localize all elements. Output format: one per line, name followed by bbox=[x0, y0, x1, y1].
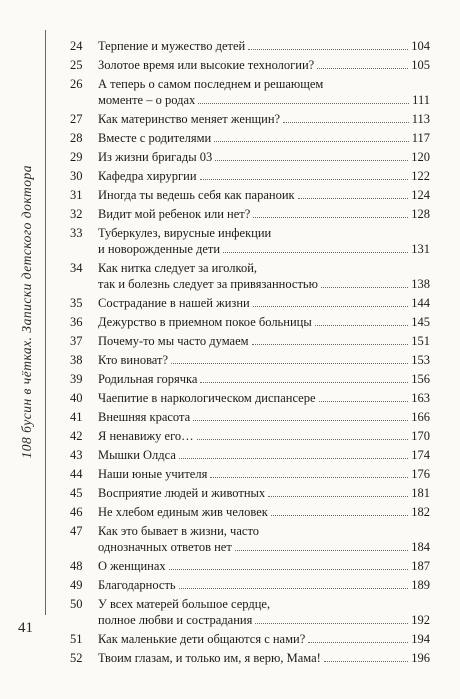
dot-leader bbox=[200, 381, 408, 383]
chapter-title-line bbox=[98, 447, 430, 463]
chapter-title-block bbox=[98, 390, 430, 406]
dot-leader bbox=[193, 419, 408, 421]
chapter-title-line bbox=[98, 130, 430, 146]
toc-entry bbox=[70, 485, 430, 501]
chapter-title-block bbox=[98, 76, 430, 108]
chapter-page-number: 170 bbox=[411, 429, 430, 443]
chapter-title: Как маленькие дети общаются с нами? bbox=[98, 632, 306, 646]
chapter-page-number: 194 bbox=[411, 632, 430, 646]
chapter-title-line bbox=[98, 409, 430, 425]
chapter-page-number: 153 bbox=[411, 353, 430, 367]
chapter-title-line bbox=[98, 260, 430, 276]
chapter-title: Видит мой ребенок или нет? bbox=[98, 207, 251, 221]
chapter-page-number: 196 bbox=[411, 651, 430, 665]
page-number: 41 bbox=[18, 620, 33, 636]
chapter-page-number: 128 bbox=[411, 207, 430, 221]
chapter-title-line bbox=[98, 206, 430, 222]
chapter-page-number: 176 bbox=[411, 467, 430, 481]
chapter-number: 42 bbox=[70, 429, 83, 443]
chapter-title: и новорожденные дети bbox=[98, 242, 221, 256]
toc-entry bbox=[70, 260, 430, 292]
chapter-title-block bbox=[98, 187, 430, 203]
dot-leader bbox=[271, 514, 408, 516]
dot-leader bbox=[321, 286, 408, 288]
chapter-title: моменте – о родах bbox=[98, 93, 196, 107]
chapter-number: 26 bbox=[70, 77, 83, 91]
chapter-title-line bbox=[98, 631, 430, 647]
chapter-title: Кто виноват? bbox=[98, 353, 169, 367]
chapter-title-line bbox=[98, 596, 430, 612]
chapter-title: Как материнство меняет женщин? bbox=[98, 112, 281, 126]
toc-entry bbox=[70, 333, 430, 349]
chapter-title: Дежурство в приемном покое больницы bbox=[98, 315, 312, 329]
chapter-title-block bbox=[98, 577, 430, 593]
chapter-title-line bbox=[98, 650, 430, 666]
chapter-title-line bbox=[98, 523, 430, 539]
chapter-title-line bbox=[98, 352, 430, 368]
chapter-page-number: 117 bbox=[411, 131, 430, 145]
chapter-title: Терпение и мужество детей bbox=[98, 39, 246, 53]
chapter-page-number: 187 bbox=[411, 559, 430, 573]
chapter-title: Вместе с родителями bbox=[98, 131, 212, 145]
chapter-title: Восприятие людей и животных bbox=[98, 486, 266, 500]
chapter-number: 38 bbox=[70, 353, 83, 367]
chapter-number: 40 bbox=[70, 391, 83, 405]
dot-leader bbox=[171, 362, 408, 364]
toc-entry bbox=[70, 523, 430, 555]
chapter-number: 44 bbox=[70, 467, 83, 481]
chapter-number: 46 bbox=[70, 505, 83, 519]
chapter-number: 30 bbox=[70, 169, 83, 183]
chapter-page-number: 124 bbox=[411, 188, 430, 202]
chapter-title-block bbox=[98, 295, 430, 311]
chapter-title-block bbox=[98, 596, 430, 628]
dot-leader bbox=[315, 324, 409, 326]
chapter-title: Из жизни бригады 03 bbox=[98, 150, 213, 164]
chapter-number: 24 bbox=[70, 39, 83, 53]
chapter-number: 25 bbox=[70, 58, 83, 72]
dot-leader bbox=[248, 48, 408, 50]
toc-entry bbox=[70, 225, 430, 257]
chapter-page-number: 163 bbox=[411, 391, 430, 405]
chapter-title-line bbox=[98, 558, 430, 574]
chapter-title-line bbox=[98, 390, 430, 406]
chapter-number: 32 bbox=[70, 207, 83, 221]
chapter-title-block bbox=[98, 57, 430, 73]
chapter-number: 36 bbox=[70, 315, 83, 329]
chapter-number: 45 bbox=[70, 486, 83, 500]
dot-leader bbox=[214, 140, 408, 142]
chapter-title: Мышки Олдса bbox=[98, 448, 176, 462]
chapter-title-block bbox=[98, 504, 430, 520]
chapter-title: Я ненавижу его… bbox=[98, 429, 194, 443]
chapter-title-line bbox=[98, 111, 430, 127]
dot-leader bbox=[179, 587, 409, 589]
chapter-number: 33 bbox=[70, 226, 83, 240]
chapter-number: 51 bbox=[70, 632, 83, 646]
chapter-title: Сострадание в нашей жизни bbox=[98, 296, 250, 310]
chapter-number: 41 bbox=[70, 410, 83, 424]
chapter-number: 39 bbox=[70, 372, 83, 386]
toc-entry bbox=[70, 650, 430, 666]
running-title-text: 108 бусин в чётках. Записки детского доктора bbox=[19, 165, 34, 459]
chapter-title: Чаепитие в наркологическом диспансере bbox=[98, 391, 316, 405]
chapter-title-block bbox=[98, 650, 430, 666]
chapter-title: Внешняя красота bbox=[98, 410, 191, 424]
chapter-page-number: 174 bbox=[411, 448, 430, 462]
chapter-title: Туберкулез, вирусные инфекции bbox=[98, 226, 272, 240]
chapter-title-block bbox=[98, 371, 430, 387]
dot-leader bbox=[169, 568, 409, 570]
toc-entry bbox=[70, 130, 430, 146]
dot-leader bbox=[215, 159, 408, 161]
chapter-title-block bbox=[98, 314, 430, 330]
chapter-number: 50 bbox=[70, 597, 83, 611]
chapter-page-number: 192 bbox=[411, 613, 430, 627]
chapter-title-block bbox=[98, 260, 430, 292]
toc-entry bbox=[70, 295, 430, 311]
chapter-title: Как нитка следует за иголкой, bbox=[98, 261, 258, 275]
chapter-title: Как это бывает в жизни, часто bbox=[98, 524, 259, 538]
chapter-title-line bbox=[98, 577, 430, 593]
chapter-title-block bbox=[98, 558, 430, 574]
dot-leader bbox=[319, 400, 409, 402]
chapter-title: У всех матерей большое сердце, bbox=[98, 597, 271, 611]
chapter-title-block bbox=[98, 168, 430, 184]
chapter-title-block bbox=[98, 447, 430, 463]
chapter-title-line bbox=[98, 485, 430, 501]
dot-leader bbox=[179, 457, 408, 459]
chapter-number: 47 bbox=[70, 524, 83, 538]
dot-leader bbox=[268, 495, 408, 497]
dot-leader bbox=[255, 622, 408, 624]
chapter-title-line bbox=[98, 276, 430, 292]
dot-leader bbox=[283, 121, 409, 123]
table-of-contents bbox=[70, 38, 430, 669]
dot-leader bbox=[200, 178, 409, 180]
toc-entry bbox=[70, 352, 430, 368]
dot-leader bbox=[253, 216, 408, 218]
dot-leader bbox=[317, 67, 408, 69]
toc-entry bbox=[70, 558, 430, 574]
dot-leader bbox=[253, 305, 409, 307]
toc-entry bbox=[70, 206, 430, 222]
chapter-title-line bbox=[98, 38, 430, 54]
chapter-page-number: 181 bbox=[411, 486, 430, 500]
chapter-page-number: 144 bbox=[411, 296, 430, 310]
toc-entry bbox=[70, 390, 430, 406]
chapter-title-block bbox=[98, 225, 430, 257]
chapter-title-line bbox=[98, 371, 430, 387]
chapter-number: 27 bbox=[70, 112, 83, 126]
chapter-number: 48 bbox=[70, 559, 83, 573]
chapter-title-line bbox=[98, 57, 430, 73]
toc-entry bbox=[70, 38, 430, 54]
dot-leader bbox=[308, 641, 408, 643]
chapter-title-line bbox=[98, 187, 430, 203]
chapter-number: 29 bbox=[70, 150, 83, 164]
chapter-title-line bbox=[98, 428, 430, 444]
dot-leader bbox=[324, 660, 408, 662]
chapter-page-number: 189 bbox=[411, 578, 430, 592]
chapter-title-line bbox=[98, 295, 430, 311]
chapter-title: О женщинах bbox=[98, 559, 166, 573]
toc-entry bbox=[70, 57, 430, 73]
chapter-title-block bbox=[98, 111, 430, 127]
chapter-title-block bbox=[98, 523, 430, 555]
toc-entry bbox=[70, 504, 430, 520]
chapter-title: Не хлебом единым жив человек bbox=[98, 505, 268, 519]
toc-entry bbox=[70, 596, 430, 628]
chapter-title-block bbox=[98, 631, 430, 647]
toc-entry bbox=[70, 111, 430, 127]
chapter-page-number: 166 bbox=[411, 410, 430, 424]
dot-leader bbox=[235, 549, 408, 551]
chapter-number: 34 bbox=[70, 261, 83, 275]
chapter-title: Благодарность bbox=[98, 578, 176, 592]
chapter-title: однозначных ответов нет bbox=[98, 540, 232, 554]
toc-entry bbox=[70, 466, 430, 482]
toc-entry bbox=[70, 409, 430, 425]
chapter-title-line bbox=[98, 76, 430, 92]
chapter-title-block bbox=[98, 352, 430, 368]
chapter-title: Иногда ты ведешь себя как параноик bbox=[98, 188, 295, 202]
chapter-page-number: 111 bbox=[412, 93, 430, 107]
chapter-title-block bbox=[98, 130, 430, 146]
chapter-title: так и болезнь следует за привязанностью bbox=[98, 277, 318, 291]
chapter-title: Кафедра хирургии bbox=[98, 169, 197, 183]
dot-leader bbox=[252, 343, 409, 345]
toc-entry bbox=[70, 149, 430, 165]
chapter-page-number: 145 bbox=[411, 315, 430, 329]
toc-entry bbox=[70, 168, 430, 184]
chapter-title-block bbox=[98, 206, 430, 222]
dot-leader bbox=[298, 197, 409, 199]
toc-entry bbox=[70, 577, 430, 593]
chapter-title-block bbox=[98, 485, 430, 501]
dot-leader bbox=[197, 438, 409, 440]
chapter-title-block bbox=[98, 38, 430, 54]
margin-rule bbox=[45, 30, 46, 615]
toc-entry bbox=[70, 187, 430, 203]
toc-entry bbox=[70, 631, 430, 647]
chapter-title-line bbox=[98, 168, 430, 184]
chapter-page-number: 138 bbox=[411, 277, 430, 291]
chapter-title-block bbox=[98, 149, 430, 165]
toc-entry bbox=[70, 76, 430, 108]
chapter-page-number: 156 bbox=[411, 372, 430, 386]
chapter-title: Родильная горячка bbox=[98, 372, 198, 386]
chapter-page-number: 182 bbox=[411, 505, 430, 519]
chapter-title-line bbox=[98, 539, 430, 555]
toc-entry bbox=[70, 371, 430, 387]
toc-entry bbox=[70, 314, 430, 330]
chapter-title: Золотое время или высокие технологии? bbox=[98, 58, 315, 72]
chapter-number: 35 bbox=[70, 296, 83, 310]
dot-leader bbox=[210, 476, 408, 478]
chapter-title-line bbox=[98, 149, 430, 165]
chapter-title-line bbox=[98, 314, 430, 330]
chapter-page-number: 113 bbox=[411, 112, 430, 126]
chapter-title-line bbox=[98, 241, 430, 257]
chapter-title-line bbox=[98, 225, 430, 241]
chapter-title-block bbox=[98, 333, 430, 349]
toc-entry bbox=[70, 428, 430, 444]
chapter-number: 37 bbox=[70, 334, 83, 348]
chapter-title-line bbox=[98, 612, 430, 628]
toc-entry bbox=[70, 447, 430, 463]
chapter-title: полное любви и сострадания bbox=[98, 613, 253, 627]
chapter-page-number: 104 bbox=[411, 39, 430, 53]
chapter-page-number: 122 bbox=[411, 169, 430, 183]
chapter-title-line bbox=[98, 333, 430, 349]
chapter-number: 43 bbox=[70, 448, 83, 462]
chapter-title: А теперь о самом последнем и решающем bbox=[98, 77, 324, 91]
chapter-number: 52 bbox=[70, 651, 83, 665]
chapter-title-block bbox=[98, 428, 430, 444]
running-title bbox=[14, 12, 40, 612]
chapter-number: 31 bbox=[70, 188, 83, 202]
chapter-page-number: 131 bbox=[411, 242, 430, 256]
chapter-title-block bbox=[98, 466, 430, 482]
chapter-number: 28 bbox=[70, 131, 83, 145]
chapter-page-number: 120 bbox=[411, 150, 430, 164]
chapter-title-block bbox=[98, 409, 430, 425]
chapter-title: Твоим глазам, и только им, я верю, Мама! bbox=[98, 651, 321, 665]
chapter-page-number: 184 bbox=[411, 540, 430, 554]
chapter-page-number: 105 bbox=[411, 58, 430, 72]
chapter-title-line bbox=[98, 466, 430, 482]
dot-leader bbox=[223, 251, 408, 253]
chapter-number: 49 bbox=[70, 578, 83, 592]
chapter-title-line bbox=[98, 504, 430, 520]
chapter-title: Наши юные учителя bbox=[98, 467, 208, 481]
chapter-title: Почему-то мы часто думаем bbox=[98, 334, 249, 348]
chapter-title-line bbox=[98, 92, 430, 108]
dot-leader bbox=[198, 102, 409, 104]
chapter-page-number: 151 bbox=[411, 334, 430, 348]
